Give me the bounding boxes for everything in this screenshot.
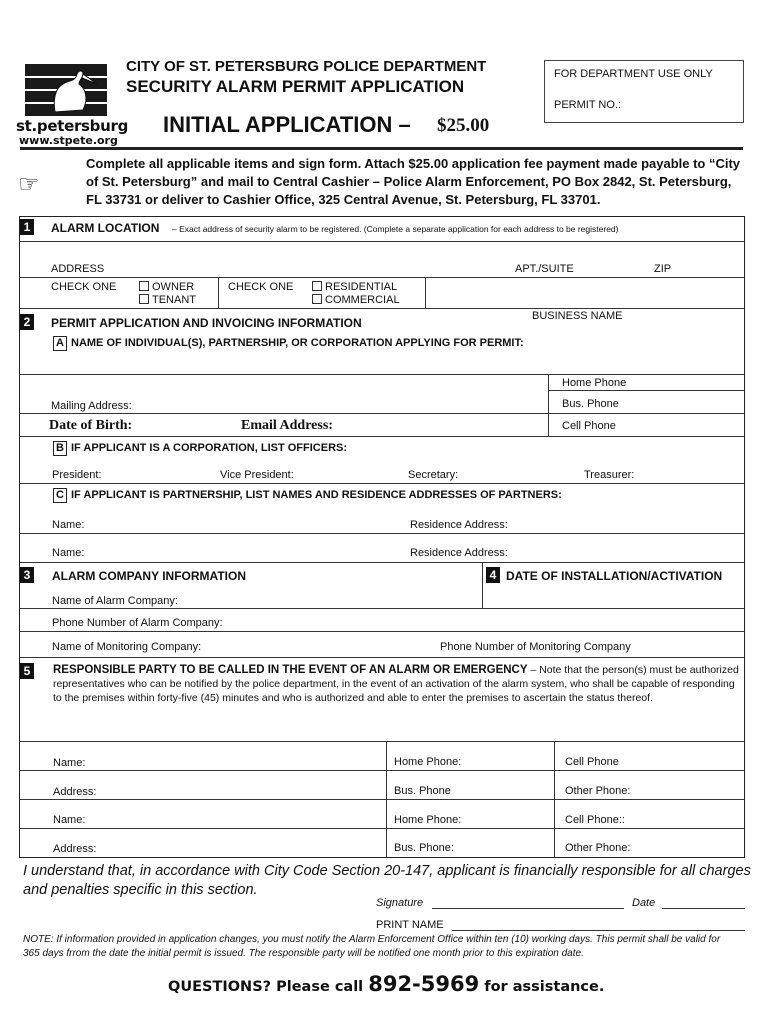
section-1-note: – Exact address of security alarm to be registered. (Complete a separate application for each address to be registered) xyxy=(172,224,619,234)
home-phone-label: Home Phone xyxy=(562,377,627,389)
form-title: SECURITY ALARM PERMIT APPLICATION xyxy=(126,77,465,96)
section-number-5: 5 xyxy=(20,663,34,679)
party-other-phone-label-1: Other Phone: xyxy=(565,785,631,797)
address-label: ADDRESS xyxy=(51,263,105,275)
divider xyxy=(20,631,744,632)
form-box xyxy=(19,216,745,858)
commercial-checkbox[interactable] xyxy=(312,294,400,306)
questions-text-end: for assistance. xyxy=(484,979,605,995)
monitoring-phone-label: Phone Number of Monitoring Company xyxy=(440,641,631,653)
print-name-line[interactable] xyxy=(452,930,745,931)
divider xyxy=(20,374,744,375)
section-2a xyxy=(53,336,524,351)
party-name-label-2: Name: xyxy=(53,814,86,826)
checkbox-icon xyxy=(312,294,322,304)
divider xyxy=(20,828,744,829)
divider xyxy=(20,483,744,484)
divider xyxy=(20,608,744,609)
divider xyxy=(548,374,549,437)
signature-label: Signature xyxy=(376,897,424,909)
divider xyxy=(20,770,744,771)
checkbox-icon xyxy=(312,281,322,291)
application-fee: $25.00 xyxy=(437,115,490,136)
section-number-1: 1 xyxy=(20,219,34,235)
checkbox-icon xyxy=(139,294,149,304)
party-other-phone-label-2: Other Phone: xyxy=(565,842,631,854)
check-one-label: CHECK ONE xyxy=(51,281,117,293)
divider xyxy=(20,799,744,800)
print-name-label: PRINT NAME xyxy=(376,919,444,931)
section-number-2: 2 xyxy=(20,314,34,330)
commercial-label: COMMERCIAL xyxy=(325,294,400,306)
section-2c-text: IF APPLICANT IS PARTNERSHIP, LIST NAMES AND RESIDENCE ADDRESSES OF PARTNERS: xyxy=(71,489,562,501)
owner-checkbox[interactable] xyxy=(139,281,194,293)
section-5-text xyxy=(53,663,743,705)
divider xyxy=(20,241,744,242)
section-2b-text: IF APPLICANT IS A CORPORATION, LIST OFFICERS: xyxy=(71,442,348,454)
partner-name-label-1: Name: xyxy=(52,519,85,531)
section-2-title: PERMIT APPLICATION AND INVOICING INFORMATION xyxy=(51,316,362,330)
department-name: CITY OF ST. PETERSBURG POLICE DEPARTMENT xyxy=(126,58,487,75)
header-rule xyxy=(20,147,743,150)
department-use-label: FOR DEPARTMENT USE ONLY xyxy=(554,68,713,80)
questions-line xyxy=(168,972,604,996)
party-cell-phone-label-2: Cell Phone:: xyxy=(565,814,625,826)
monitoring-company-label: Name of Monitoring Company: xyxy=(52,641,202,653)
checkbox-icon xyxy=(139,281,149,291)
signature-line[interactable] xyxy=(432,908,624,909)
footer-note: NOTE: If information provided in application changes, you must notify the Alarm Enforcement Office within ten (10) working days. This permit shall be valid for 365 days frrom the date the initial permit is issued. The responsible party will be notified one month prior to this expiration date. xyxy=(23,934,721,959)
treasurer-label: Treasurer: xyxy=(584,469,635,481)
section-1-title: ALARM LOCATION xyxy=(51,221,160,235)
divider xyxy=(20,413,744,414)
pointing-hand-icon: ☞ xyxy=(18,171,40,198)
party-home-phone-label-2: Home Phone: xyxy=(394,814,462,826)
questions-text: QUESTIONS? Please call xyxy=(168,979,364,995)
phone-number: 892-5969 xyxy=(368,972,480,996)
party-bus-phone-label-2: Bus. Phone: xyxy=(394,842,454,854)
partner-name-label-2: Name: xyxy=(52,547,85,559)
divider xyxy=(20,308,744,309)
section-number-4: 4 xyxy=(486,567,500,583)
divider xyxy=(20,436,744,437)
letter-c: C xyxy=(53,488,67,503)
date-of-birth-label: Date of Birth: xyxy=(49,418,133,433)
divider xyxy=(20,741,744,742)
president-label: President: xyxy=(52,469,102,481)
party-bus-phone-label-1: Bus. Phone xyxy=(394,785,451,797)
instructions: Complete all applicable items and sign form. Attach $25.00 application fee payment made payable to “City of St. Petersburg” and mail to Central Cashier – Police Alarm Enforcement, PO Box 2842, St. Petersburg, FL 33731 or deliver to Cashier Office, 325 Central Avenue, St. Petersburg, FL 33701. xyxy=(86,156,741,207)
department-use-box xyxy=(544,60,744,123)
letter-b: B xyxy=(53,441,67,456)
logo-url[interactable]: www.stpete.org xyxy=(19,134,118,147)
letter-a: A xyxy=(53,336,67,351)
section-3-title: ALARM COMPANY INFORMATION xyxy=(52,569,246,583)
section-number-3: 3 xyxy=(20,567,34,583)
email-address-label: Email Address: xyxy=(241,418,333,433)
vice-president-label: Vice President: xyxy=(220,469,294,481)
divider xyxy=(20,562,744,563)
mailing-address-label: Mailing Address: xyxy=(51,400,132,412)
party-address-label-1: Address: xyxy=(53,786,97,798)
section-2c xyxy=(53,488,562,503)
check-one-label-2: CHECK ONE xyxy=(228,281,294,293)
section-5-title: RESPONSIBLE PARTY TO BE CALLED IN THE EVENT OF AN ALARM OR EMERGENCY xyxy=(53,664,528,676)
party-address-label-2: Address: xyxy=(53,843,97,855)
party-name-label-1: Name: xyxy=(53,757,86,769)
pelican-logo xyxy=(25,64,107,116)
section-4-title: DATE OF INSTALLATION/ACTIVATION xyxy=(506,569,723,583)
divider xyxy=(218,277,219,308)
divider xyxy=(20,657,744,658)
divider xyxy=(20,533,744,534)
form-subtitle: INITIAL APPLICATION – xyxy=(163,112,411,137)
section-5-description: – Note that the person(s) must be authorized representatives who can be notified by the police department, in the event of an activation of the alarm system, who shall be capable of responding to the premises within forty-five (45) minutes and who is authorized and able to enter the premises to ascertain the status thereof. xyxy=(53,664,739,704)
party-cell-phone-label-1: Cell Phone xyxy=(565,756,619,768)
tenant-checkbox[interactable] xyxy=(139,294,196,306)
section-2a-text: NAME OF INDIVIDUAL(S), PARTNERSHIP, OR CORPORATION APPLYING FOR PERMIT: xyxy=(71,337,524,349)
divider xyxy=(548,390,744,391)
secretary-label: Secretary: xyxy=(408,469,459,481)
logo-name: st.petersburg xyxy=(16,117,129,135)
owner-label: OWNER xyxy=(152,281,195,293)
divider xyxy=(425,277,426,308)
party-home-phone-label-1: Home Phone: xyxy=(394,756,462,768)
date-line[interactable] xyxy=(662,908,745,909)
divider xyxy=(20,277,744,278)
apt-suite-label: APT./SUITE xyxy=(515,263,574,275)
cell-phone-label: Cell Phone xyxy=(562,420,616,432)
business-name-label: BUSINESS NAME xyxy=(532,310,623,322)
residence-address-label-2: Residence Address: xyxy=(410,547,508,559)
divider xyxy=(482,562,483,608)
tenant-label: TENANT xyxy=(152,294,196,306)
section-2b xyxy=(53,441,347,456)
zip-label: ZIP xyxy=(654,263,672,275)
acknowledgement: I understand that, in accordance with City Code Section 20-147, applicant is financially responsible for all charges and penalties specific in this section. xyxy=(23,863,751,898)
residential-checkbox[interactable] xyxy=(312,281,397,293)
alarm-company-label: Name of Alarm Company: xyxy=(52,595,178,607)
date-label: Date xyxy=(632,897,656,909)
permit-no-label: PERMIT NO.: xyxy=(554,99,622,111)
alarm-company-phone-label: Phone Number of Alarm Company: xyxy=(52,617,223,629)
residence-address-label-1: Residence Address: xyxy=(410,519,508,531)
residential-label: RESIDENTIAL xyxy=(325,281,398,293)
bus-phone-label: Bus. Phone xyxy=(562,398,619,410)
